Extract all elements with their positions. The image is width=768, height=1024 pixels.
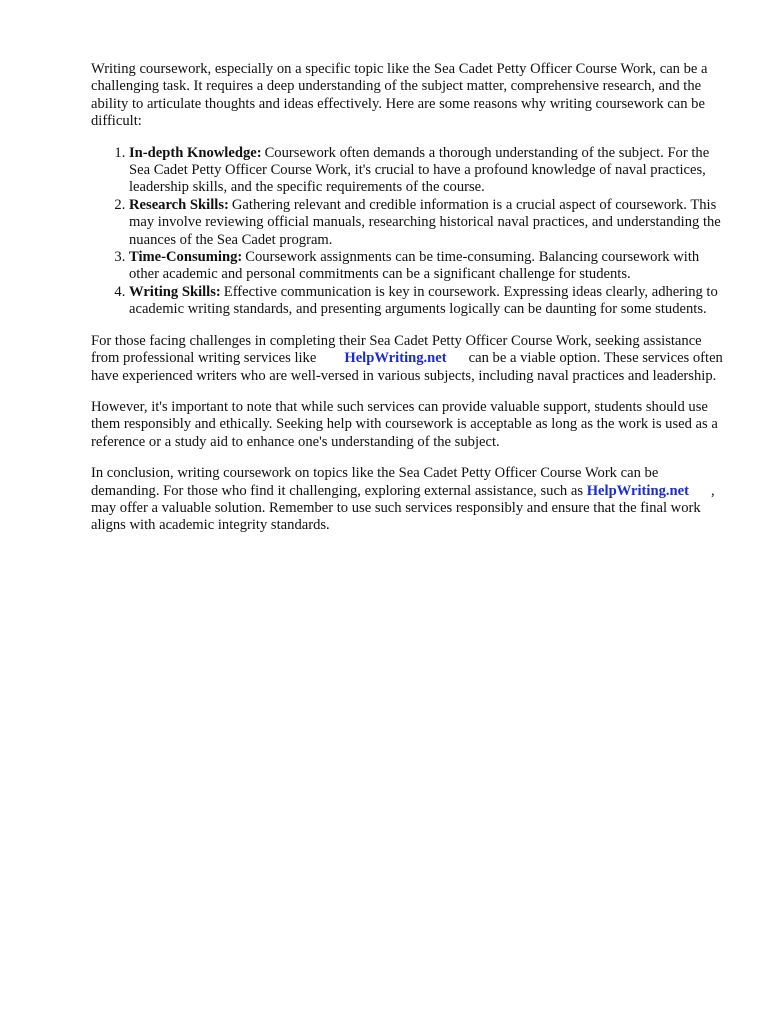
reasons-list [91,145,723,319]
reason-text: Effective communication is key in coursework. Expressing ideas clearly, adhering to academic writing standards, and presenting arguments logically can be daunting for some students. [129,283,718,318]
reason-term: Writing Skills: [129,283,221,300]
reason-item-writing-skills [129,284,723,319]
reason-term: Research Skills: [129,196,229,213]
reason-text: Gathering relevant and credible information is a crucial aspect of coursework. This may involve reviewing official manuals, researching historical naval practices, and understanding the nuances of the Sea Cadet program. [129,196,721,248]
reason-text: Coursework assignments can be time-consuming. Balancing coursework with other academic and personal commitments can be a significant challenge for students. [129,249,700,283]
reason-item-in-depth-knowledge [129,145,723,197]
caution-paragraph: However, it's important to note that while such services can provide valuable support, students should use them responsibly and ethically. Seeking help with coursework is acceptable as long as the work is used as a reference or a study aid to enhance one's understanding of the subject. [91,398,718,450]
intro-paragraph: Writing coursework, especially on a specific topic like the Sea Cadet Petty Officer Course Work, can be a challenging task. It requires a deep understanding of the subject matter, comprehensive research, and the ability to articulate thoughts and ideas effectively. Here are some reasons why writing coursework can be difficult: [91,61,708,130]
reason-term: Time-Consuming: [129,249,243,266]
reason-term: In-depth Knowledge: [129,144,262,161]
helpwriting-link-conclusion[interactable]: HelpWriting.net [586,482,689,499]
assistance-text-after: can be a viable option. These services often have experienced writers who are well-versed in various subjects, including naval practices and leadership. [91,350,723,384]
reason-text: Coursework often demands a thorough understanding of the subject. For the Sea Cadet Petty Officer Course Work, it's crucial to have a profound knowledge of naval practices, leadership skills, and the specific requirements of the course. [129,144,710,196]
reason-item-time-consuming [129,249,723,284]
reason-item-research-skills [129,197,723,249]
document-body [91,61,723,549]
conclusion-text-before: In conclusion, writing coursework on topics like the Sea Cadet Petty Officer Course Work can be demanding. For those who find it challenging, exploring external assistance, such as [91,465,659,499]
conclusion-paragraph [91,465,723,535]
assistance-paragraph [91,333,723,385]
helpwriting-link[interactable]: HelpWriting.net [344,350,447,367]
conclusion-text-after: , may offer a valuable solution. Remember to use such services responsibly and ensure that the final work aligns with academic integrity standards. [91,482,715,534]
assistance-text-before: For those facing challenges in completing their Sea Cadet Petty Officer Course Work, seeking assistance from professional writing services like [91,332,702,367]
